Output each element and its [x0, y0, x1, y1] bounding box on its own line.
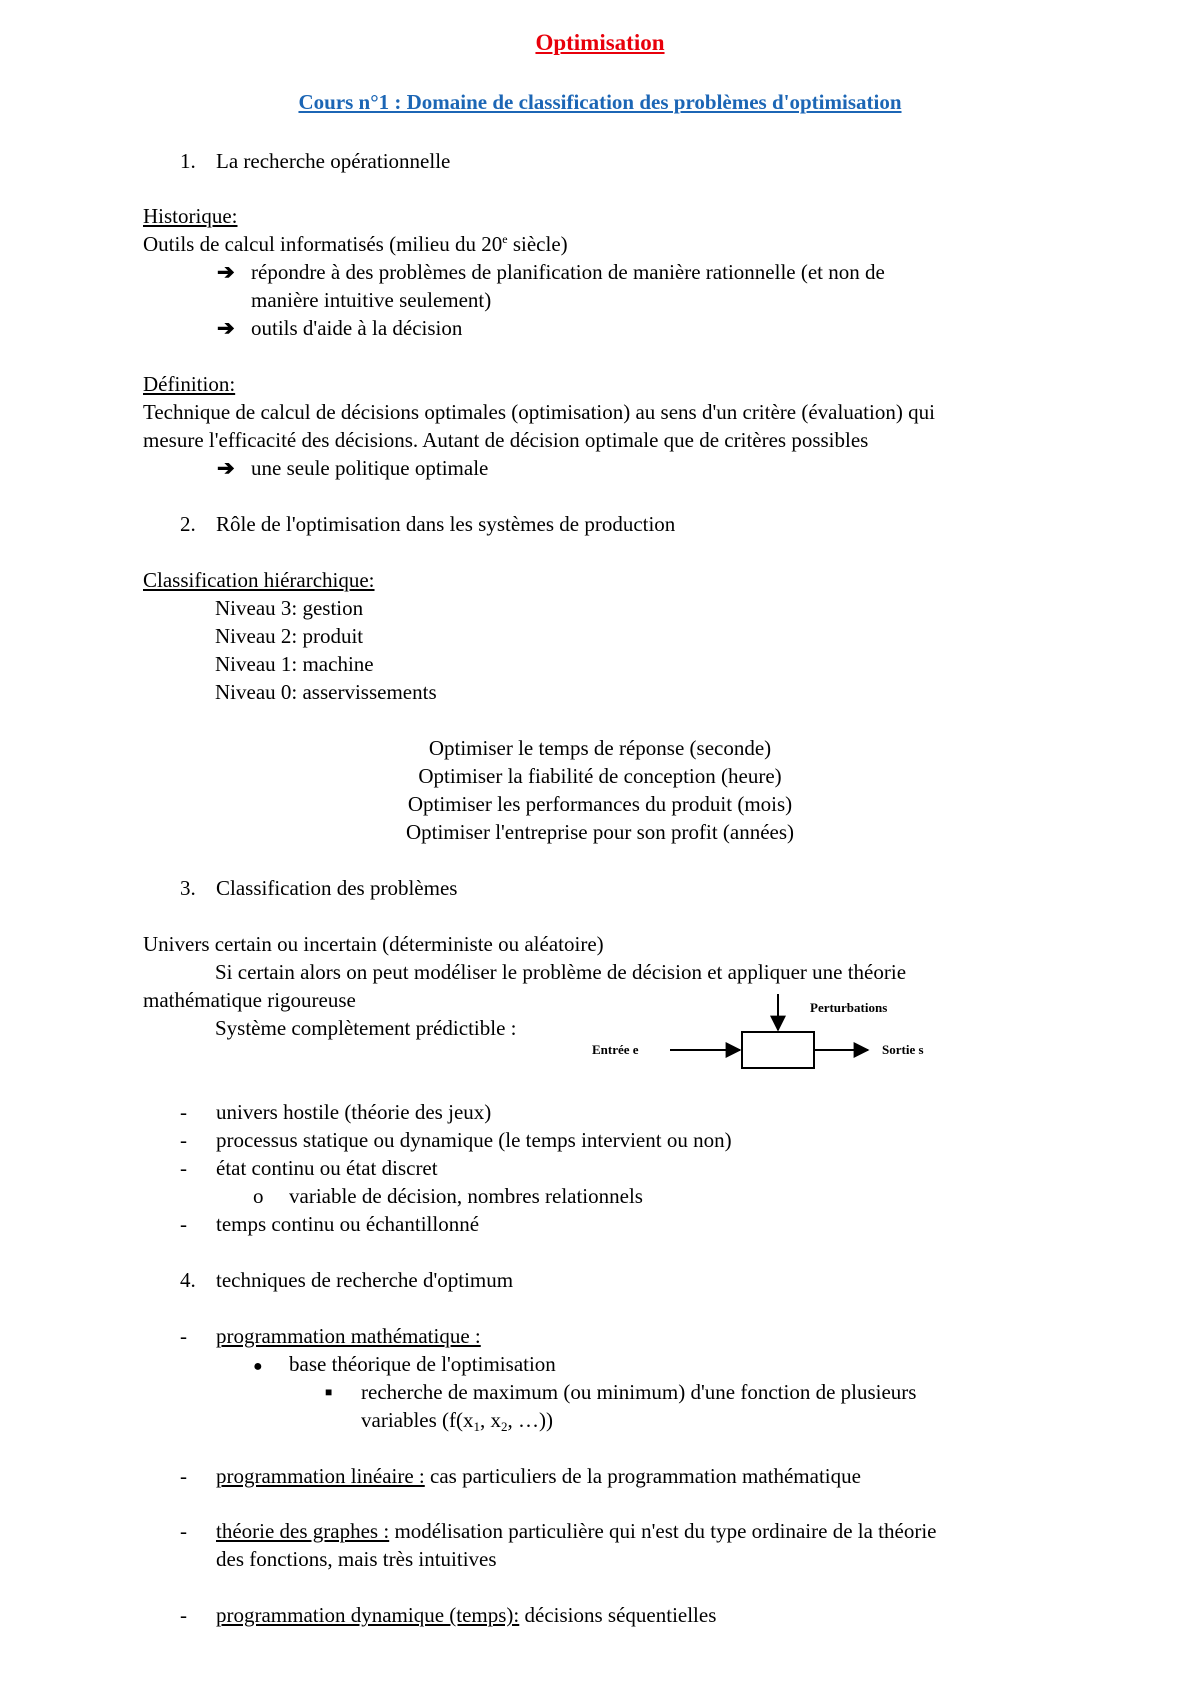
technique-item — [180, 1518, 936, 1544]
level-item: Niveau 2: produit — [215, 624, 364, 648]
section-3-title: Classification des problèmes — [216, 876, 458, 900]
centered-line: Optimiser l'entreprise pour son profit (années) — [405, 820, 795, 844]
dash-bullet: - — [180, 1603, 187, 1627]
bullet-item — [253, 1351, 556, 1380]
centered-line: Optimiser la fiabilité de conception (heure) — [418, 764, 782, 788]
section-1-heading — [180, 148, 450, 174]
arrow-item-3 — [217, 455, 488, 481]
classification-label: Classification hiérarchique: — [143, 568, 375, 592]
circle-bullet: o — [253, 1184, 264, 1208]
dash-bullet: - — [180, 1100, 187, 1124]
arrow-item-1-text: répondre à des problèmes de planification de manière rationnelle (et non de — [251, 260, 885, 284]
historique-label: Historique: — [143, 204, 238, 228]
dash-bullet: - — [180, 1464, 187, 1488]
centered-line: Optimiser le temps de réponse (seconde) — [428, 736, 772, 760]
technique-item — [180, 1463, 861, 1489]
list-item — [180, 1127, 732, 1153]
definition-line-1: Technique de calcul de décisions optimales (optimisation) au sens d'un critère (évaluation) qui — [143, 400, 935, 424]
list-item-text: processus statique ou dynamique (le temps intervient ou non) — [216, 1128, 732, 1152]
dot-bullet-icon: ● — [253, 1358, 263, 1375]
list-item-text: temps continu ou échantillonné — [216, 1212, 480, 1236]
dash-bullet: - — [180, 1212, 187, 1236]
list-item-text: univers hostile (théorie des jeux) — [216, 1100, 492, 1124]
arrow-right-icon: ➔ — [217, 456, 235, 480]
technique-label: théorie des graphes : — [216, 1519, 390, 1543]
arrow-item-2 — [217, 315, 462, 341]
historique-text-a: Outils de calcul informatisés (milieu du 20 — [143, 232, 503, 256]
technique-label: programmation dynamique (temps): — [216, 1603, 520, 1627]
dash-bullet: - — [180, 1156, 187, 1180]
systeme-text: Système complètement prédictible : — [215, 1016, 517, 1040]
sub-list-item-text: variable de décision, nombres relationnels — [289, 1184, 643, 1208]
technique-text: modélisation particulière qui n'est du type ordinaire de la théorie — [389, 1519, 937, 1543]
output-label: Sortie s — [882, 1042, 924, 1057]
arrow-item-2-text: outils d'aide à la décision — [251, 316, 463, 340]
list-item-text: état continu ou état discret — [216, 1156, 438, 1180]
square-item-text: recherche de maximum (ou minimum) d'une fonction de plusieurs — [361, 1380, 917, 1404]
level-item: Niveau 1: machine — [215, 652, 374, 676]
formula-part: variables (f(x — [361, 1408, 474, 1432]
technique-label: programmation linéaire : — [216, 1464, 425, 1488]
dash-bullet: - — [180, 1128, 187, 1152]
technique-item — [180, 1602, 716, 1628]
arrow-right-icon: ➔ — [217, 260, 235, 284]
historique-text-b: siècle) — [507, 232, 568, 256]
dash-bullet: - — [180, 1324, 187, 1348]
section-4-heading — [180, 1267, 513, 1293]
bullet-item-text: base théorique de l'optimisation — [289, 1352, 556, 1376]
formula-part: , x — [480, 1408, 502, 1432]
definition-line-2: mesure l'efficacité des décisions. Autant de décision optimale que de critères possibles — [143, 428, 869, 452]
document-title: Optimisation — [535, 30, 665, 55]
section-1-title: La recherche opérationnelle — [216, 149, 451, 173]
centered-line: Optimiser les performances du produit (mois) — [407, 792, 793, 816]
arrow-item-1-cont: manière intuitive seulement) — [251, 288, 492, 312]
historique-text — [143, 231, 568, 257]
section-2-heading — [180, 511, 675, 537]
arrow-item-1 — [217, 259, 885, 285]
formula-subscript: 2 — [501, 1419, 508, 1434]
section-2-title: Rôle de l'optimisation dans les systèmes de production — [216, 512, 676, 536]
list-item — [180, 1211, 479, 1237]
section-4-title: techniques de recherche d'optimum — [216, 1268, 514, 1292]
technique-text: décisions séquentielles — [519, 1603, 717, 1627]
section-3-number: 3. — [180, 876, 196, 900]
definition-label: Définition: — [143, 372, 236, 396]
formula-part: , …)) — [507, 1408, 554, 1432]
section-2-number: 2. — [180, 512, 196, 536]
formula-subscript: 1 — [473, 1419, 481, 1434]
arrow-item-3-text: une seule politique optimale — [251, 456, 489, 480]
section-1-number: 1. — [180, 149, 196, 173]
system-box — [742, 1032, 814, 1068]
si-certain-line-2: mathématique rigoureuse — [143, 988, 356, 1012]
section-4-number: 4. — [180, 1268, 196, 1292]
level-item: Niveau 0: asservissements — [215, 680, 437, 704]
course-subtitle: Cours n°1 : Domaine de classification des problèmes d'optimisation — [298, 90, 902, 114]
square-item — [325, 1379, 916, 1405]
square-item-cont — [361, 1407, 553, 1433]
arrow-right-icon: ➔ — [217, 316, 235, 340]
si-certain-line-1: Si certain alors on peut modéliser le problème de décision et appliquer une théorie — [215, 960, 907, 984]
level-item: Niveau 3: gestion — [215, 596, 364, 620]
dash-bullet: - — [180, 1519, 187, 1543]
historique-sup: e — [502, 232, 508, 246]
list-item — [180, 1155, 438, 1181]
univers-text: Univers certain ou incertain (déterministe ou aléatoire) — [143, 932, 604, 956]
technique-label: programmation mathématique : — [216, 1324, 481, 1348]
disturbance-label: Perturbations — [810, 1000, 888, 1015]
list-item — [180, 1099, 491, 1125]
technique-item-cont: des fonctions, mais très intuitives — [216, 1547, 497, 1571]
section-3-heading — [180, 875, 457, 901]
sub-list-item — [253, 1183, 643, 1209]
input-label: Entrée e — [592, 1042, 639, 1057]
square-bullet-icon: ■ — [325, 1385, 333, 1399]
technique-item — [180, 1323, 481, 1349]
system-block-diagram — [580, 990, 960, 1090]
technique-text: cas particuliers de la programmation mathématique — [424, 1464, 861, 1488]
